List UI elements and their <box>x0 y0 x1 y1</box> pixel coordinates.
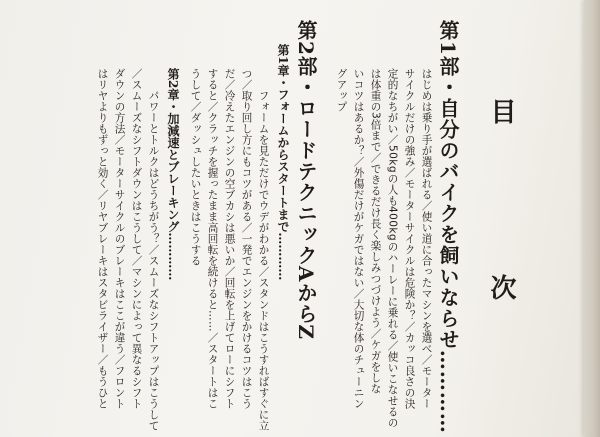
chapter2-line-4: はリヤよりもずっと効く／リヤブレーキはスタビライザー／もうひと <box>96 68 109 409</box>
chapter1-line-1: フォームを見ただけでウデがわかる／スタンドはこうすればすぐに立 <box>257 90 270 431</box>
chapter2-line-3: ダウンの方法／モーターサイクルのブレーキはここが違う／フロント <box>113 68 126 409</box>
part2-title: 第2部・ロードテクニックAからZ <box>294 20 318 341</box>
chapter1-line-4: すると／クラッチを握ったまま高回転を続けると……／スタートはこ <box>206 68 219 409</box>
part1-line-1: はじめは乗り手が選ばれる／使い道に合ったマシンを選べ／モーター <box>420 68 433 409</box>
part1-line-2: サイクルだけの強み／モーターサイクルは危険か？／カッコ良さの決 <box>403 68 416 409</box>
chapter2-line-1: パワーとトルクはどうちがう？／スムーズなシフトアップはこうして <box>147 90 160 431</box>
page-edge <box>584 0 600 437</box>
part1-title: 第1部・自分のバイクを飼いならせ………… <box>436 20 460 434</box>
part1-line-4: は体重の3倍まで／できるだけ長く楽しみつづけよう／ケガをしな <box>369 68 382 395</box>
chapter1-title: 第1章・フォームからスタートまで………… <box>276 44 290 281</box>
toc-heading: 目 次 <box>486 98 516 362</box>
chapter2-line-2: ／スムーズなシフトダウンはこうして／マシンによって異なるシフト <box>130 68 143 409</box>
part1-line-5: いコツはあるか？／外傷だけがケガではない／大切な体のチューニン <box>352 68 365 409</box>
chapter2-title: 第2章・加減速とブレーキング………… <box>166 68 180 281</box>
chapter1-line-2: つ／取り回し方にもコツがある／一発でエンジンをかけるコツはこう <box>240 68 253 409</box>
chapter1-line-5: うして／ダッシュしたいときはこうする <box>189 68 202 266</box>
part1-line-6: グアップ <box>335 68 348 112</box>
chapter1-line-3: だ／冷えたエンジンの空ブカシは悪いか／回転を上げてローにシフト <box>223 68 236 409</box>
part1-line-3: 定的なちがい／50kgの人も400kgのハーレーに乗れる／使いこなせるの <box>386 68 399 429</box>
